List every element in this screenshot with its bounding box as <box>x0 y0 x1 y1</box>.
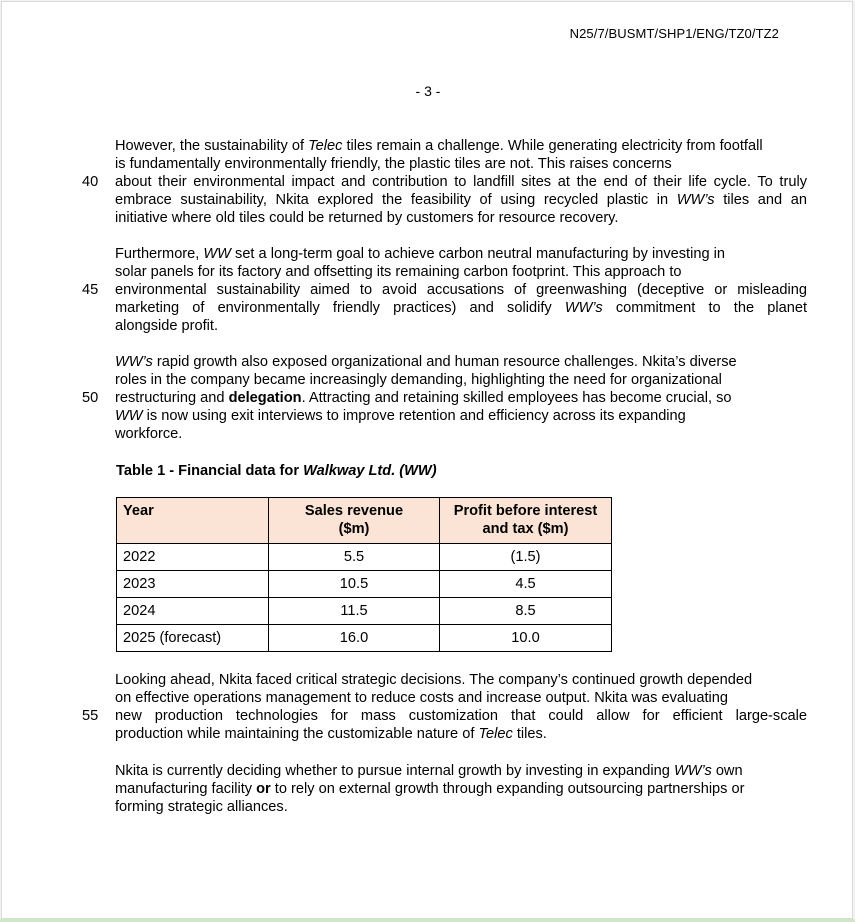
line-number: 40 <box>82 174 99 190</box>
text-line: Furthermore, WW set a long-term goal to achieve carbon neutral manufacturing by investing in <box>115 246 726 262</box>
text-line: embrace sustainability, Nkita explored the feasibility of using recycled plastic in WW’s tiles and an <box>115 192 807 208</box>
table-row <box>117 598 612 625</box>
cell-sales: 5.5 <box>269 544 440 571</box>
text-line: environmental sustainability aimed to avoid accusations of greenwashing (deceptive or misleading <box>115 282 807 298</box>
line-number: 50 <box>82 390 99 406</box>
cell-sales: 16.0 <box>269 625 440 652</box>
text-line: on effective operations management to reduce costs and increase output. Nkita was evaluating <box>115 690 729 706</box>
cell-year: 2024 <box>117 598 269 625</box>
document-page <box>1 1 853 919</box>
table-row <box>117 544 612 571</box>
text-line: initiative where old tiles could be returned by customers for resource recovery. <box>115 210 619 226</box>
text-line: restructuring and delegation. Attracting and retaining skilled employees has become crucial, so <box>115 390 732 406</box>
line-number: 45 <box>82 282 99 298</box>
cell-sales: 10.5 <box>269 571 440 598</box>
table-header-row <box>117 498 612 544</box>
text-line: workforce. <box>115 426 183 442</box>
cell-year: 2025 (forecast) <box>117 625 269 652</box>
header-sales-revenue: Sales revenue ($m) <box>269 498 440 544</box>
text-line: However, the sustainability of Telec tiles remain a challenge. While generating electricity from footfall <box>115 138 763 154</box>
exam-code: N25/7/BUSMT/SHP1/ENG/TZ0/TZ2 <box>569 26 779 41</box>
cell-sales: 11.5 <box>269 598 440 625</box>
text-line: WW’s rapid growth also exposed organizational and human resource challenges. Nkita’s diverse <box>115 354 737 370</box>
cell-year: 2023 <box>117 571 269 598</box>
text-line: roles in the company became increasingly demanding, highlighting the need for organizational <box>115 372 722 388</box>
header-profit: Profit before interest and tax ($m) <box>440 498 612 544</box>
financial-data-table <box>116 497 612 652</box>
table-row <box>117 571 612 598</box>
text-line: new production technologies for mass customization that could allow for efficient large-scale <box>115 708 807 724</box>
cell-profit: 8.5 <box>440 598 612 625</box>
cell-profit: 4.5 <box>440 571 612 598</box>
text-line: production while maintaining the customizable nature of Telec tiles. <box>115 726 547 742</box>
text-line: marketing of environmentally friendly practices) and solidify WW’s commitment to the planet <box>115 300 807 316</box>
table-row <box>117 625 612 652</box>
cell-profit: (1.5) <box>440 544 612 571</box>
text-line: is fundamentally environmentally friendly, the plastic tiles are not. This raises concerns <box>115 156 672 172</box>
text-line: forming strategic alliances. <box>115 799 288 815</box>
header-year: Year <box>117 498 269 544</box>
table-title: Table 1 - Financial data for Walkway Ltd. (WW) <box>116 463 437 479</box>
text-line: Nkita is currently deciding whether to pursue internal growth by investing in expanding WW’s own <box>115 763 743 779</box>
cell-year: 2022 <box>117 544 269 571</box>
page-number: - 3 - <box>415 83 441 99</box>
text-line: about their environmental impact and contribution to landfill sites at the end of their life cycle. To truly <box>115 174 807 190</box>
line-number: 55 <box>82 708 99 724</box>
cell-profit: 10.0 <box>440 625 612 652</box>
text-line: manufacturing facility or to rely on external growth through expanding outsourcing partnerships or <box>115 781 745 797</box>
text-line: solar panels for its factory and offsetting its remaining carbon footprint. This approach to <box>115 264 682 280</box>
text-line: WW is now using exit interviews to improve retention and efficiency across its expanding <box>115 408 686 424</box>
text-line: Looking ahead, Nkita faced critical strategic decisions. The company’s continued growth depended <box>115 672 753 688</box>
text-line: alongside profit. <box>115 318 219 334</box>
